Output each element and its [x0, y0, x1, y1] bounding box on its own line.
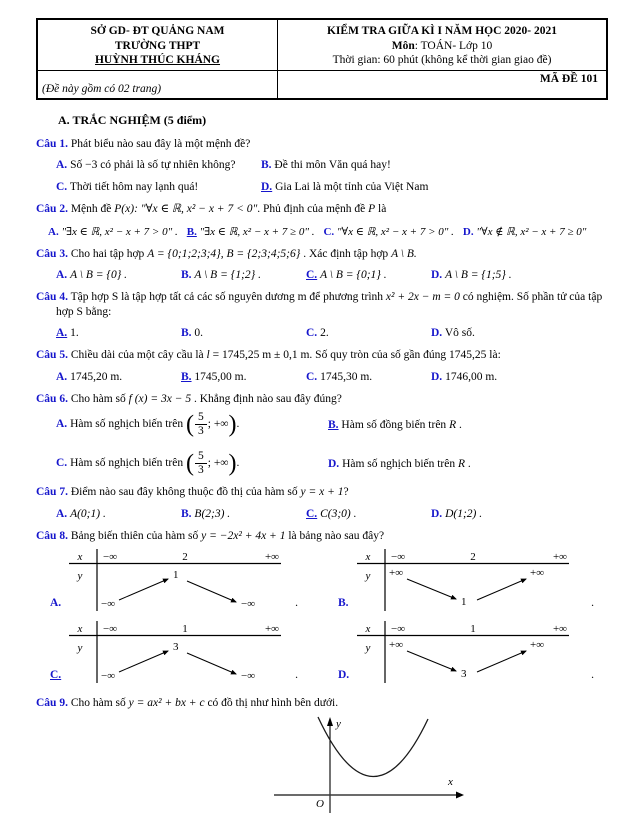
- question-4-number: Câu 4.: [36, 291, 68, 303]
- option-C: C. C(3;0) .: [306, 507, 357, 520]
- question-7-options: [36, 508, 612, 520]
- option-C: C. 1745,30 m.: [306, 370, 373, 383]
- question-6-title: Câu 6. Cho hàm số f (x) = 3x − 5 . Khẳng định nào sau đây đúng?: [36, 392, 342, 405]
- exam-code: MÃ ĐỀ 101: [539, 72, 598, 85]
- svg-text:y: y: [77, 642, 83, 654]
- exam-header-table: [36, 18, 608, 100]
- question-7: [36, 485, 612, 520]
- option-C: C. 2.: [306, 327, 329, 339]
- option-D: D. Gia Lai là một tỉnh của Việt Nam: [261, 181, 429, 193]
- header-row-1: [38, 20, 606, 71]
- question-5-number: Câu 5.: [36, 349, 68, 361]
- option-D: D. Hàm số nghịch biến trên R .: [328, 457, 471, 470]
- svg-text:y: y: [365, 570, 371, 582]
- svg-text:x: x: [77, 551, 83, 563]
- option-B: B. "∃x ∈ ℝ, x² − x + 7 ≥ 0" .: [186, 225, 315, 238]
- question-5-title: Câu 5. Chiều dài của một cây cầu là l = 1745,25 m ± 0,1 m. Số quy tròn của số gần đúng 1745,25 là:: [36, 349, 501, 361]
- option-D: D. 1746,00 m.: [431, 370, 498, 383]
- question-8-tables: [36, 547, 612, 687]
- svg-text:y: y: [336, 717, 341, 730]
- question-2-options: [36, 225, 612, 238]
- option-A: A. Số −3 có phải là số tự nhiên không?: [56, 159, 236, 171]
- svg-text:2: 2: [182, 551, 188, 563]
- variation-table-D: D. x y −∞ 1 +∞ +∞ 3 +∞ .: [338, 619, 612, 687]
- svg-text:x: x: [365, 551, 371, 563]
- variation-table-C: C. x y −∞ 1 +∞ −∞ 3 −∞ .: [50, 619, 338, 687]
- question-4: [36, 290, 612, 339]
- question-7-number: Câu 7.: [36, 486, 68, 498]
- school-name: HUỲNH THÚC KHÁNG: [94, 54, 221, 66]
- svg-text:y: y: [365, 642, 371, 654]
- svg-text:1: 1: [461, 596, 467, 608]
- fraction-5-3: $\frac{5}{3}$: [195, 412, 207, 437]
- svg-text:+∞: +∞: [530, 567, 545, 579]
- question-4-options: [36, 327, 612, 339]
- option-A: A. A(0;1) .: [56, 507, 106, 520]
- svg-text:2: 2: [470, 551, 476, 563]
- question-6-number: Câu 6.: [36, 392, 68, 405]
- exam-title: KIỂM TRA GIỮA KÌ I NĂM HỌC 2020- 2021: [326, 25, 557, 37]
- department-name: SỞ GD- ĐT QUẢNG NAM: [90, 25, 225, 37]
- svg-text:+∞: +∞: [264, 623, 279, 635]
- fraction-5-3: $\frac{5}{3}$: [195, 451, 207, 476]
- option-B: B. B(2;3) .: [181, 507, 231, 520]
- svg-text:1: 1: [182, 623, 188, 635]
- question-6-options: [36, 412, 612, 476]
- option-D: D. A \ B = {1;5} .: [431, 269, 512, 281]
- svg-text:x: x: [365, 623, 371, 635]
- svg-text:3: 3: [173, 641, 179, 653]
- svg-text:−∞: −∞: [103, 551, 118, 563]
- question-1-options: [36, 159, 612, 193]
- svg-text:−∞: −∞: [101, 670, 116, 682]
- option-A: A. "∃x ∈ ℝ, x² − x + 7 > 0" .: [48, 225, 178, 238]
- question-1: [36, 137, 612, 194]
- svg-text:−∞: −∞: [241, 670, 256, 682]
- option-B: B. A \ B = {1;2} .: [181, 269, 261, 281]
- variation-table-B: B. x y −∞ 2 +∞ +∞ 1 +∞ .: [338, 547, 612, 615]
- question-3-number: Câu 3.: [36, 247, 68, 260]
- option-B: B. Hàm số đồng biến trên R .: [328, 418, 462, 431]
- svg-text:x: x: [77, 623, 83, 635]
- svg-text:x: x: [448, 775, 453, 788]
- question-9-number: Câu 9.: [36, 697, 68, 709]
- svg-text:−∞: −∞: [101, 598, 116, 610]
- svg-text:1: 1: [173, 569, 179, 581]
- exam-duration: Thời gian: 60 phút (không kể thời gian giao đề): [332, 54, 552, 66]
- option-B: B. 0.: [181, 327, 204, 339]
- variation-table-A: A. x y −∞ 2 +∞ −∞ 1 −∞ .: [50, 547, 338, 615]
- question-9-title: Câu 9. Cho hàm số y = ax² + bx + c có đồ thị như hình bên dưới.: [36, 697, 339, 709]
- svg-text:+∞: +∞: [552, 623, 567, 635]
- svg-text:+∞: +∞: [389, 639, 404, 651]
- svg-text:−∞: −∞: [241, 598, 256, 610]
- question-6: [36, 392, 612, 477]
- svg-text:y: y: [77, 570, 83, 582]
- question-8-number: Câu 8.: [36, 529, 68, 542]
- question-3-options: [36, 269, 612, 281]
- svg-text:O: O: [316, 797, 324, 810]
- option-B: B. 1745,00 m.: [181, 370, 247, 383]
- exam-info: [278, 20, 606, 70]
- question-2-title: Câu 2. Mệnh đề P(x): "∀x ∈ ℝ, x² − x + 7 < 0". Phủ định của mệnh đề P là: [36, 203, 387, 215]
- option-D: D. Vô số.: [431, 327, 475, 339]
- question-8-title: Câu 8. Bảng biến thiên của hàm số y = −2x² + 4x + 1 là bảng nào sau đây?: [36, 529, 385, 542]
- svg-text:+∞: +∞: [530, 639, 545, 651]
- option-C: C. Thời tiết hôm nay lạnh quá!: [56, 181, 199, 193]
- option-A: A. 1.: [56, 327, 79, 339]
- option-C: C. A \ B = {0;1} .: [306, 269, 387, 281]
- question-3-title: Câu 3. Cho hai tập hợp A = {0;1;2;3;4}, B = {2;3;4;5;6} . Xác định tập hợp A \ B.: [36, 247, 417, 260]
- question-1-title: Câu 1. Phát biểu nào sau đây là một mệnh đề?: [36, 137, 251, 150]
- option-A: A. 1745,20 m.: [56, 370, 123, 383]
- svg-text:+∞: +∞: [389, 567, 404, 579]
- header-row-2: [38, 71, 606, 98]
- question-2: [36, 202, 612, 238]
- close-paren: ): [228, 450, 237, 477]
- option-A: A. Hàm số nghịch biến trên ( $\frac{5}{3}$ ; +∞).: [56, 411, 240, 438]
- svg-text:−∞: −∞: [391, 623, 406, 635]
- open-paren: (: [186, 450, 194, 477]
- svg-text:+∞: +∞: [264, 551, 279, 563]
- option-C: C. Hàm số nghịch biến trên ( $\frac{5}{3}$ ; +∞).: [56, 450, 240, 477]
- section-title: A. TRẮC NGHIỆM (5 điểm): [58, 112, 207, 127]
- question-2-number: Câu 2.: [36, 203, 68, 215]
- question-4-title: Câu 4. Tập hợp S là tập hợp tất cả các số nguyên dương m để phương trình x² + 2x − m = 0 có nghiệm. Số phần tử của tập hợp S bằng:: [36, 291, 603, 318]
- question-9: [36, 696, 612, 820]
- school-info: [38, 20, 278, 70]
- option-D: D. "∀x ∉ ℝ, x² − x + 7 ≥ 0": [462, 225, 587, 238]
- option-A: A. A \ B = {0} .: [56, 269, 128, 281]
- question-3: [36, 247, 612, 282]
- question-5-options: [36, 371, 612, 383]
- school-type: TRƯỜNG THPT: [114, 39, 201, 52]
- option-B: B. Đề thi môn Văn quá hay!: [261, 159, 391, 171]
- parabola-graph: [268, 715, 473, 817]
- open-paren: (: [186, 411, 194, 438]
- svg-text:3: 3: [461, 668, 467, 680]
- option-D: D. D(1;2) .: [431, 507, 483, 520]
- exam-subject: Môn: TOÁN- Lớp 10: [391, 39, 493, 52]
- question-5: [36, 348, 612, 383]
- question-8: [36, 529, 612, 688]
- close-paren: ): [228, 411, 237, 438]
- svg-text:−∞: −∞: [103, 623, 118, 635]
- svg-text:1: 1: [470, 623, 476, 635]
- svg-text:+∞: +∞: [552, 551, 567, 563]
- option-C: C. "∀x ∈ ℝ, x² − x + 7 > 0" .: [323, 225, 454, 238]
- question-7-title: Câu 7. Điểm nào sau đây không thuộc đồ thị của hàm số y = x + 1?: [36, 486, 349, 498]
- svg-text:−∞: −∞: [391, 551, 406, 563]
- pages-note: (Đề này gồm có 02 trang): [38, 71, 278, 98]
- parabola-figure: [268, 715, 612, 820]
- question-1-number: Câu 1.: [36, 137, 68, 150]
